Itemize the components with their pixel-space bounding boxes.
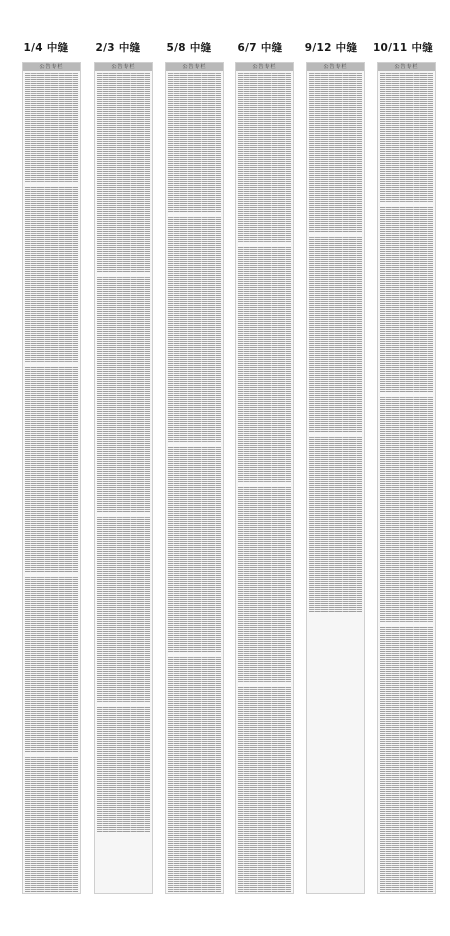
column-header: 公告专栏	[236, 63, 293, 71]
paragraph-gap	[238, 243, 291, 246]
paragraph-gap	[309, 233, 362, 236]
paragraph-gap	[168, 653, 221, 656]
paragraph-gap	[380, 203, 433, 206]
paragraph-gap	[25, 363, 78, 366]
column-header: 公告专栏	[378, 63, 435, 71]
notice-text-block	[236, 71, 293, 893]
paragraph-gap	[380, 393, 433, 396]
paragraph-gap	[25, 573, 78, 576]
paragraph-gap	[309, 433, 362, 436]
notice-column-2-3	[94, 62, 153, 894]
notice-column-10-11	[377, 62, 436, 894]
paragraph-gap	[97, 273, 150, 276]
paragraph-gap	[97, 513, 150, 516]
column-label-9-12: 9/12 中缝	[304, 42, 358, 54]
column-header: 公告专栏	[307, 63, 364, 71]
column-label-1-4: 1/4 中缝	[23, 42, 69, 54]
paragraph-gap	[97, 703, 150, 706]
notice-text-block	[23, 71, 80, 893]
column-header: 公告专栏	[95, 63, 152, 71]
notice-column-5-8	[165, 62, 224, 894]
notice-column-1-4	[22, 62, 81, 894]
column-header: 公告专栏	[23, 63, 80, 71]
notice-text-block	[95, 71, 152, 833]
paragraph-gap	[168, 443, 221, 446]
paragraph-gap	[380, 623, 433, 626]
notice-column-6-7	[235, 62, 294, 894]
paragraph-gap	[25, 753, 78, 756]
notice-text-block	[307, 71, 364, 613]
column-label-10-11: 10/11 中缝	[372, 42, 434, 54]
paragraph-gap	[168, 213, 221, 216]
notice-column-9-12	[306, 62, 365, 894]
paragraph-gap	[238, 483, 291, 486]
column-label-5-8: 5/8 中缝	[166, 42, 212, 54]
column-label-2-3: 2/3 中缝	[95, 42, 141, 54]
column-label-6-7: 6/7 中缝	[237, 42, 283, 54]
column-header: 公告专栏	[166, 63, 223, 71]
paragraph-gap	[238, 683, 291, 686]
paragraph-gap	[25, 183, 78, 186]
notice-text-block	[378, 71, 435, 893]
notice-text-block	[166, 71, 223, 893]
